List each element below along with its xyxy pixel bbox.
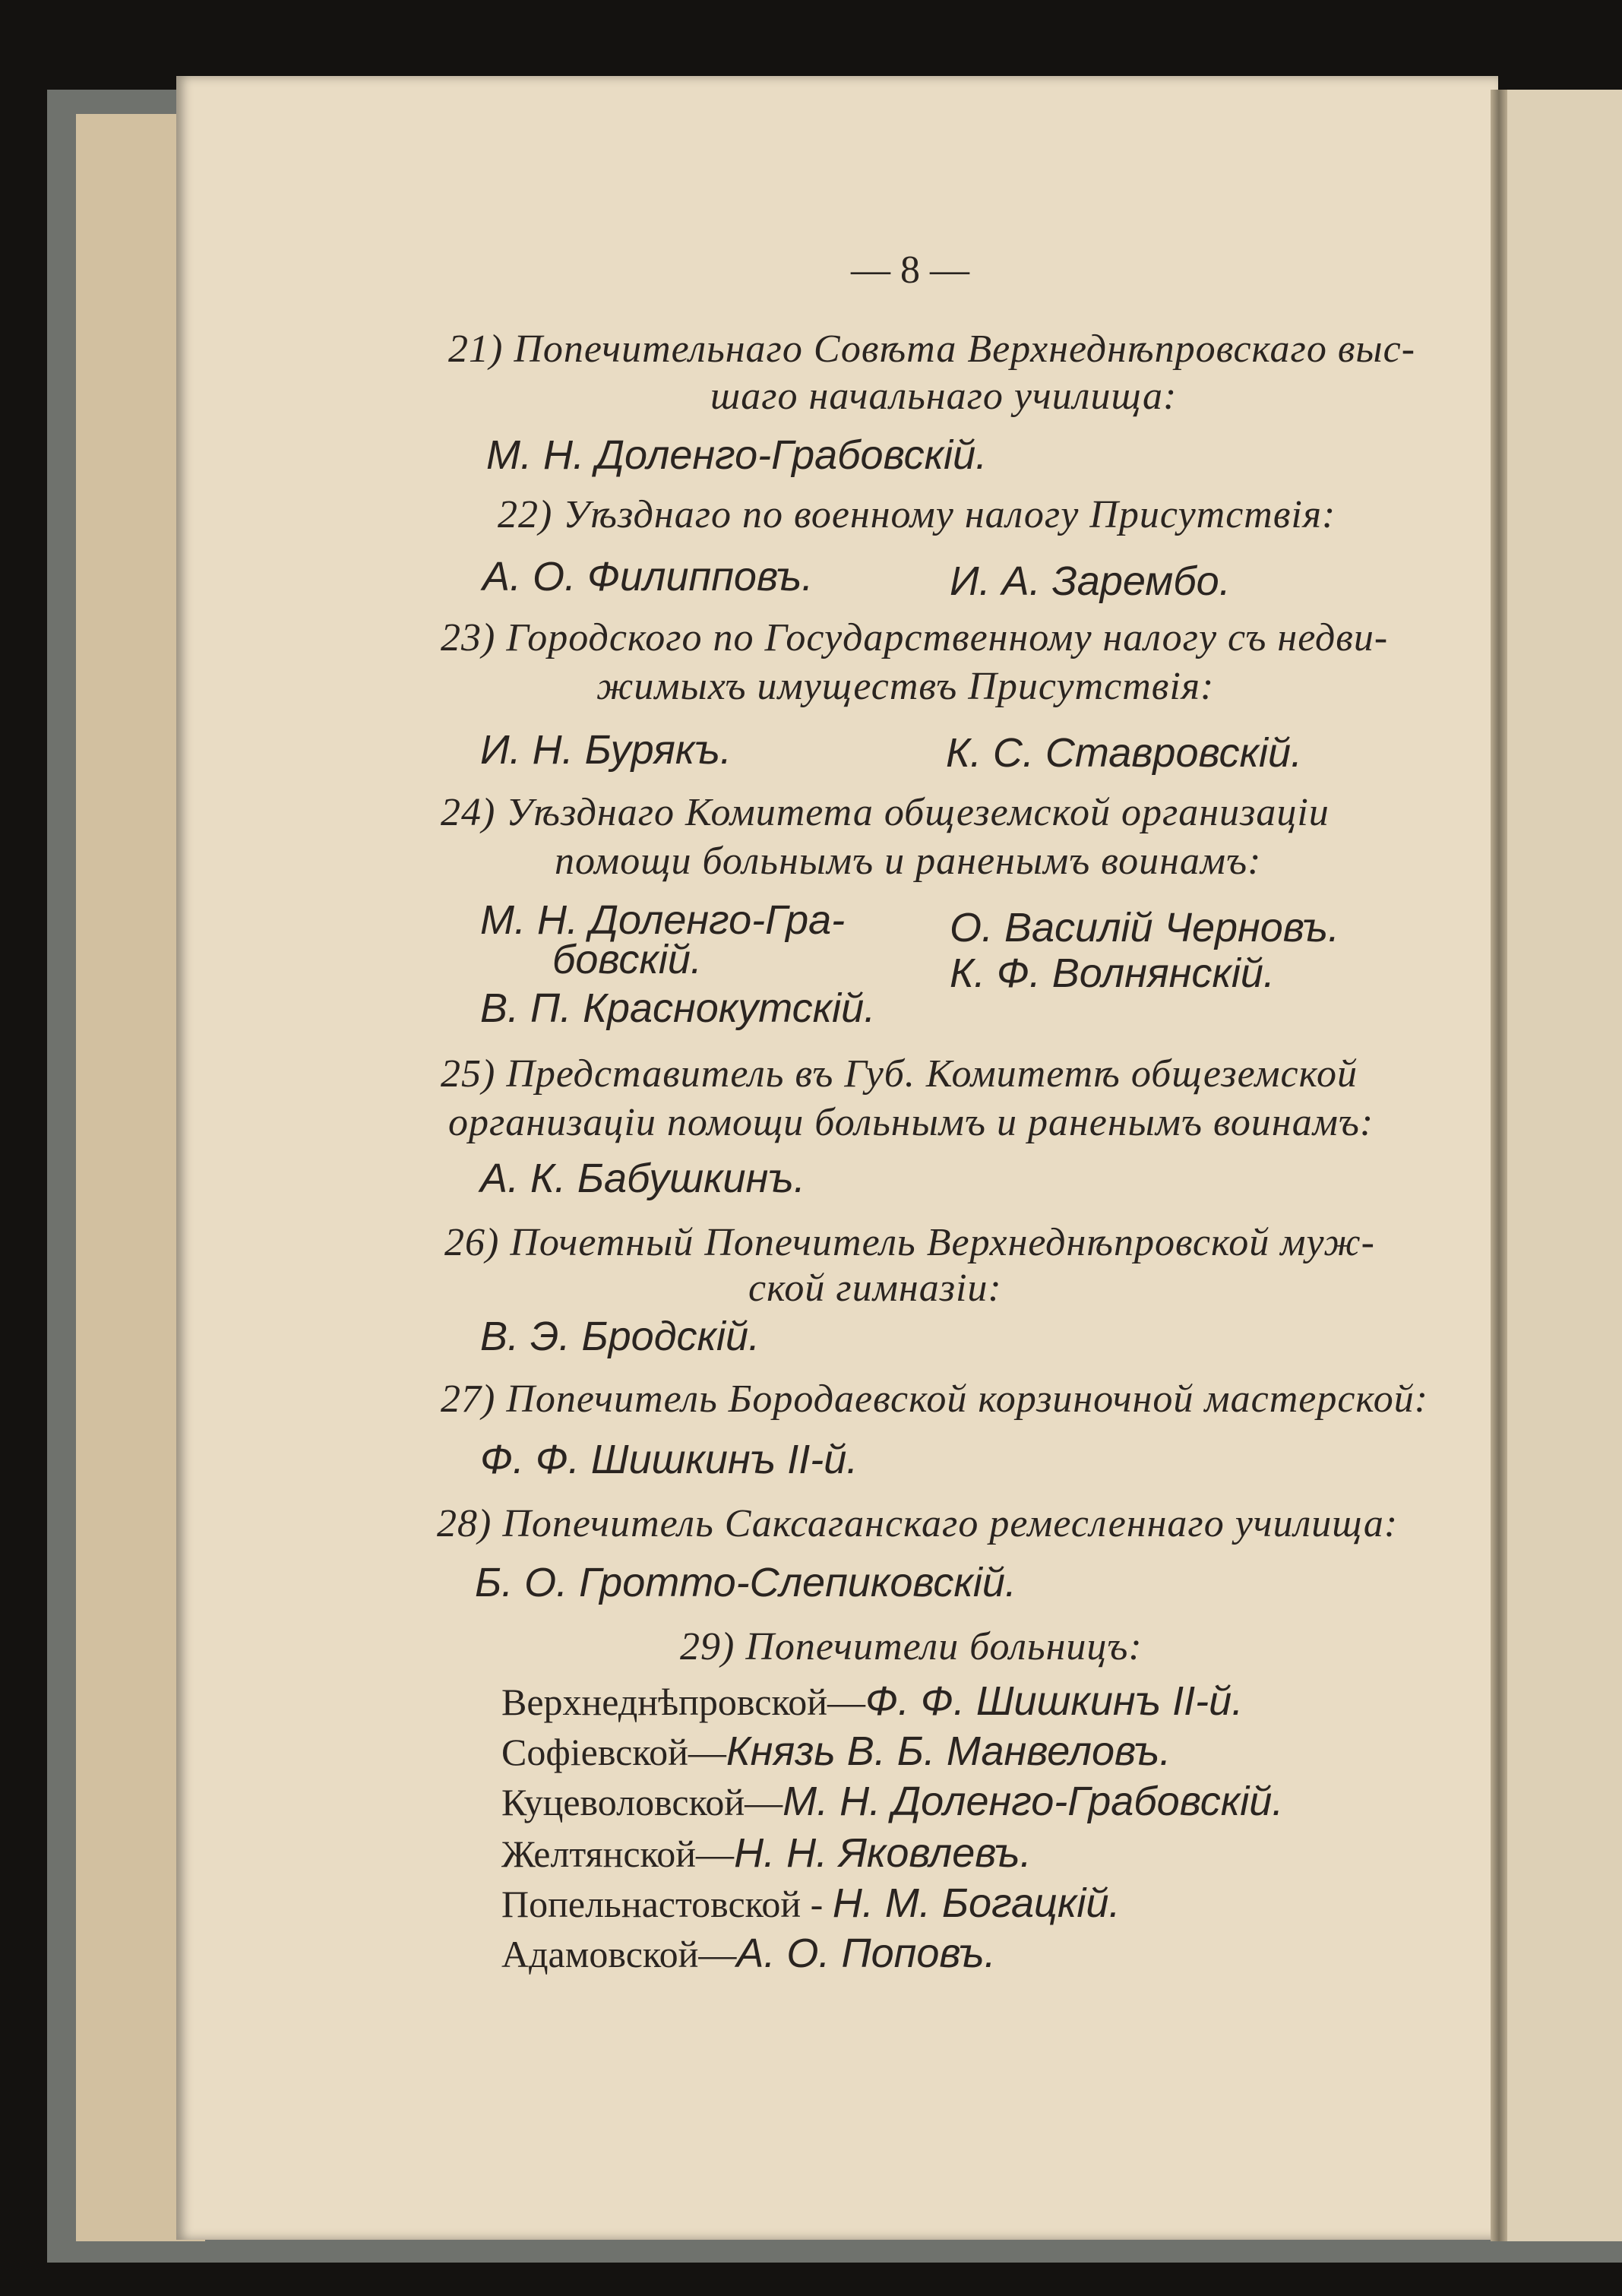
section-24-name-1-line2: бовскій. (552, 937, 702, 982)
section-27-name: Ф. Ф. Шишкинъ II-й. (480, 1437, 858, 1482)
section-21-name: М. Н. Доленго-Грабовскій. (486, 432, 988, 478)
hospital-row (501, 1678, 1243, 1725)
section-24-name-2: О. Василій Черновъ. (950, 905, 1340, 950)
hospital-trustee: Князь В. Б. Манвеловъ. (726, 1728, 1171, 1774)
section-25-name: А. К. Бабушкинъ. (480, 1156, 805, 1201)
section-25-heading-line1: 25) Представитель въ Губ. Комитетѣ общеземской (441, 1052, 1358, 1096)
section-23-heading-line1: 23) Городского по Государственному налогу съ недви- (441, 616, 1389, 659)
section-26-name: В. Э. Бродскій. (480, 1314, 760, 1359)
section-27-heading: 27) Попечитель Бородаевской корзиночной мастерской: (441, 1377, 1429, 1421)
hospital-row (501, 1930, 996, 1977)
section-23-name-2: К. С. Ставровскій. (946, 730, 1303, 776)
section-28-heading: 28) Попечитель Саксаганскаго ремесленнаго училища: (437, 1502, 1399, 1545)
section-24-name-4: В. П. Краснокутскій. (480, 985, 876, 1031)
hospital-place: Желтянской— (501, 1833, 735, 1875)
hospital-place: Адамовской— (501, 1933, 737, 1975)
section-28-name: Б. О. Гротто-Слепиковскій. (475, 1560, 1017, 1605)
hospital-trustee: А. О. Поповъ. (736, 1931, 996, 1976)
section-24-heading-line1: 24) Уѣзднаго Комитета общеземской организаціи (441, 791, 1330, 834)
hospital-place: Куцеволовской— (501, 1781, 783, 1823)
hospital-place: Верхнеднѣпровской— (501, 1681, 865, 1723)
section-24-name-3: К. Ф. Волнянскій. (950, 950, 1275, 996)
section-22-name-1: А. О. Филипповъ. (482, 554, 814, 599)
facing-page (1498, 90, 1622, 2241)
section-22-name-2: И. А. Зарембо. (950, 558, 1231, 604)
hospital-place: Попельнастовской - (501, 1883, 833, 1925)
section-29-heading: 29) Попечители больницъ: (680, 1625, 1143, 1668)
book-gutter (1491, 90, 1507, 2241)
hospital-place: Софіевской— (501, 1731, 726, 1773)
section-21-heading-line2: шаго начальнаго училища: (710, 375, 1178, 418)
hospital-row (501, 1830, 1032, 1877)
hospital-trustee: М. Н. Доленго-Грабовскій. (783, 1779, 1284, 1824)
section-23-heading-line2: жимыхъ имуществъ Присутствія: (596, 665, 1215, 708)
hospital-trustee: Ф. Ф. Шишкинъ II-й. (865, 1678, 1244, 1724)
hospital-row (501, 1728, 1171, 1775)
section-21-heading-line1: 21) Попечительнаго Совѣта Верхнеднѣпровскаго выс- (448, 327, 1416, 371)
section-24-heading-line2: помощи больнымъ и раненымъ воинамъ: (555, 840, 1262, 883)
section-25-heading-line2: организаціи помощи больнымъ и раненымъ воинамъ: (448, 1101, 1374, 1144)
hospital-row (501, 1880, 1120, 1927)
section-23-name-1: И. Н. Бурякъ. (480, 727, 732, 773)
section-26-heading-line1: 26) Почетный Попечитель Верхнеднѣпровской муж- (444, 1221, 1375, 1264)
section-26-heading-line2: ской гимназіи: (748, 1267, 1002, 1310)
section-24-name-1-line1: М. Н. Доленго-Гра- (480, 897, 846, 943)
section-22-heading: 22) Уѣзднаго по военному налогу Присутствія: (498, 493, 1336, 536)
hospital-trustee: Н. М. Богацкій. (832, 1880, 1121, 1926)
hospital-trustee: Н. Н. Яковлевъ. (734, 1830, 1032, 1876)
hospital-row (501, 1778, 1283, 1825)
page-number: — 8 — (851, 248, 969, 292)
